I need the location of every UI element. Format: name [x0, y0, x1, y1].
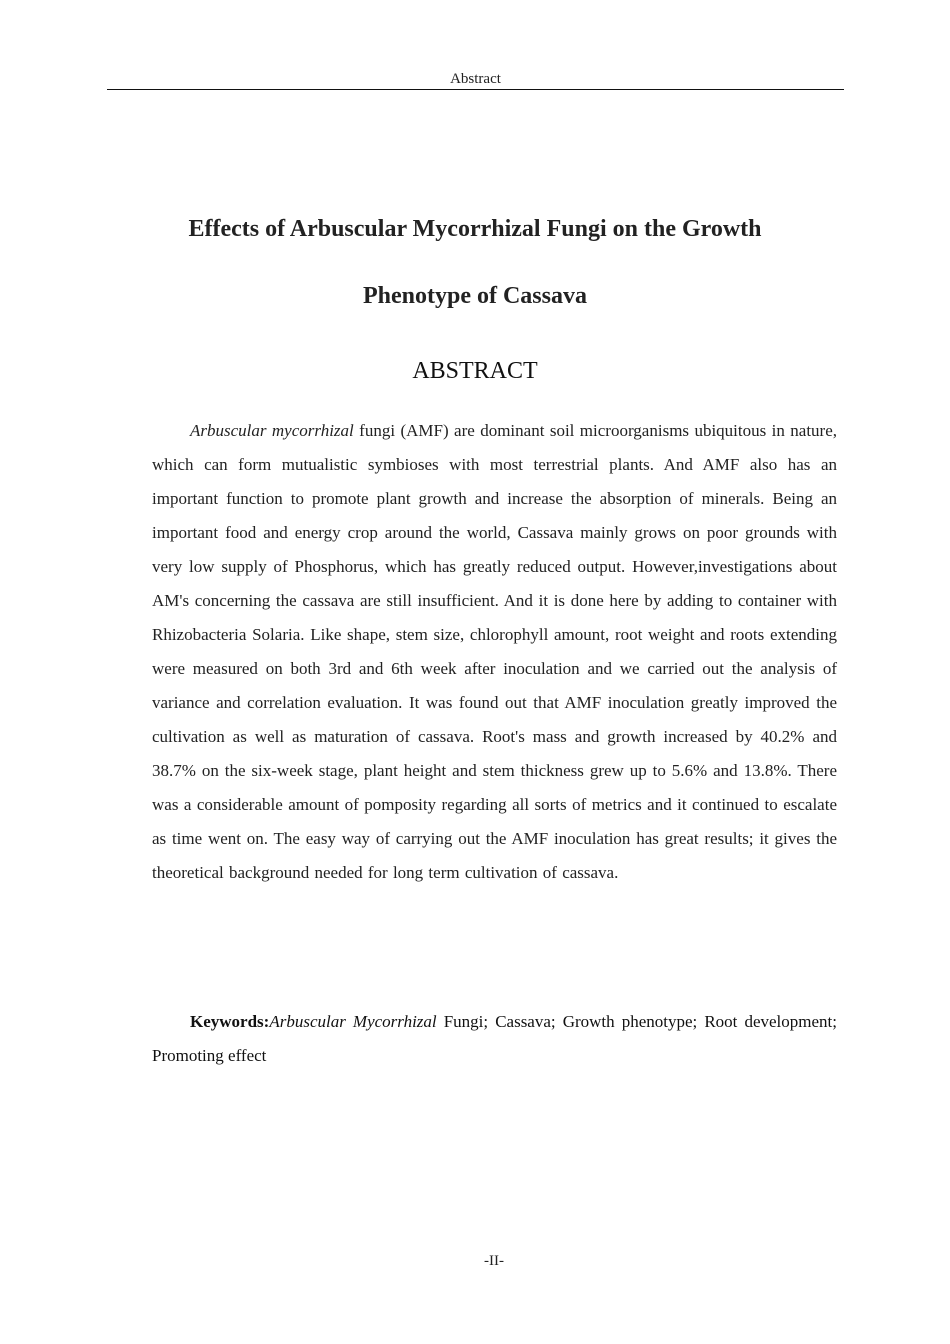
- abstract-paragraph: [152, 414, 837, 890]
- paper-title-line-2: Phenotype of Cassava: [362, 283, 587, 309]
- page-number: -II-: [484, 1253, 504, 1269]
- keywords-italic: Arbuscular Mycorrhizal: [269, 1012, 437, 1031]
- paper-title-line-1: Effects of Arbuscular Mycorrhizal Fungi on the Growth: [188, 216, 762, 242]
- keywords-text: Fungi; Cassava; Growth phenotype; Root development; Promoting effect: [152, 1012, 837, 1065]
- abstract-body-text: fungi (AMF) are dominant soil microorganisms ubiquitous in nature, which can form mutualistic symbioses with most terrestrial plants. And AMF also has an important function to promote plant growth and increase the absorption of minerals. Being an important food and energy crop around the world, Cassava mainly grows on poor grounds with very low supply of Phosphorus, which has greatly reduced output. However,investigations about AM's concerning the cassava are still insufficient. And it is done here by adding to container with Rhizobacteria Solaria. Like shape, stem size, chlorophyll amount, root weight and roots extending were measured on both 3rd and 6th week after inoculation and we carried out the analysis of variance and correlation evaluation. It was found out that AMF inoculation greatly improved the cultivation as well as maturation of cassava. Root's mass and growth increased by 40.2% and 38.7% on the six-week stage, plant height and stem thickness grew up to 5.6% and 13.8%. There was a considerable amount of pomposity regarding all sorts of metrics and it continued to escalate as time went on. The easy way of carrying out the AMF inoculation has great results; it gives the theoretical background needed for long term cultivation of cassava.: [152, 421, 837, 882]
- running-header-title: Abstract: [450, 71, 501, 87]
- keywords-label: Keywords:: [190, 1012, 270, 1031]
- abstract-lead-italic: Arbuscular mycorrhizal: [190, 421, 354, 440]
- running-header: [107, 70, 844, 90]
- keywords-paragraph: [152, 1005, 837, 1073]
- abstract-heading: ABSTRACT: [412, 358, 538, 384]
